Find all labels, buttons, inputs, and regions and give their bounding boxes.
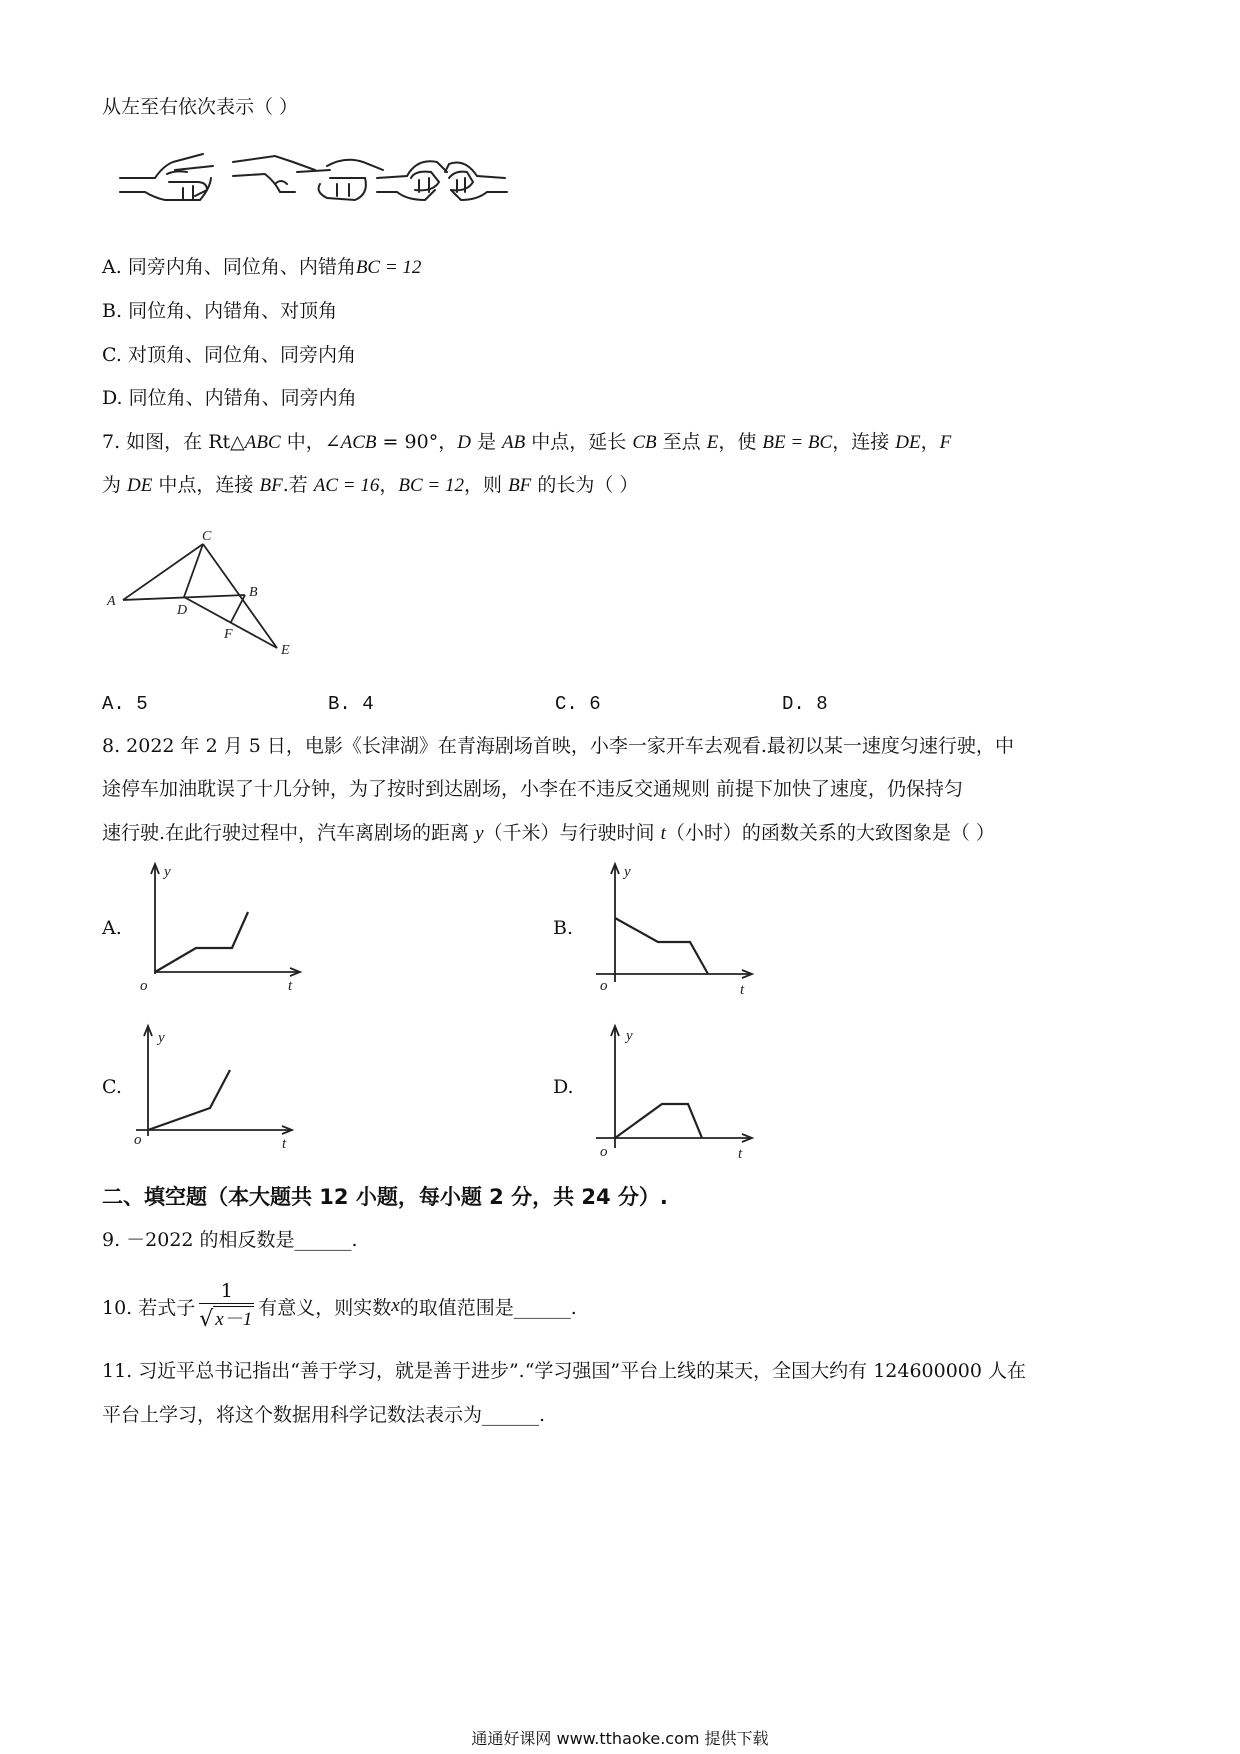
point-label-c: C [202,529,212,544]
x-axis-label: t [740,982,745,998]
segment-cd [184,544,203,597]
text-run: .若 [282,474,314,496]
q9-text: 9. －2022 的相反数是______. [102,1229,358,1251]
section-2-heading: 二、填空题（本大题共 12 小题，每小题 2 分，共 24 分）. [102,1185,668,1209]
graph-a [140,858,310,998]
fraction [199,1279,254,1333]
text-run: 至点 [656,431,707,453]
radicand: x－1 [213,1306,254,1333]
point-label-a: A [107,594,116,609]
math-run: F [939,432,952,453]
y-axis-label: y [624,864,631,880]
graph-b-label: B. [553,917,574,939]
graph-b-curve [615,918,708,974]
option-value: 8 [816,693,828,715]
option-value: 4 [362,693,374,715]
option-value: 5 [136,693,148,715]
text-run: = 90°， [376,431,458,453]
origin-label: o [134,1132,142,1148]
fraction-denominator [199,1303,254,1333]
q11-line2: 平台上学习，将这个数据用科学记数法表示为______. [102,1404,546,1426]
text-run: 的长为（ ） [531,474,639,496]
math-run: x [391,1295,400,1316]
graph-c-label: C. [102,1076,122,1098]
text-run: ， [379,474,399,496]
text-run: ，连接 [832,431,896,453]
text-run: 中点，连接 [152,474,260,496]
q8-line2: 途停车加油耽误了十几分钟，为了按时到达剧场，小李在不违反交通规则 前提下加快了速度，仍保持匀 [102,778,964,800]
triangle-figure [105,522,305,662]
math-run: AC = 16 [313,475,380,496]
graph-d-curve [615,1104,702,1138]
graph-c-curve [148,1070,230,1130]
option-text: 同位角、内错角、同旁内角 [128,387,357,409]
option-label: A. [102,256,122,278]
math-run: AB [502,432,526,453]
math-run: DE [127,475,153,496]
text-run: 为 [102,474,128,496]
origin-label: o [600,1144,608,1160]
option-label: A. [102,693,125,715]
point-label-d: D [177,603,188,618]
q7-option-b [328,689,374,719]
q10-prefix: 10. 若式子 [102,1296,196,1319]
q7-option-a [102,689,148,719]
q10-line [102,1276,577,1336]
point-label-e: E [281,643,290,658]
option-label: C. [102,344,122,366]
origin-label: o [140,978,148,994]
y-axis-label: y [626,1028,633,1044]
math-run: CB [632,432,657,453]
math-run: BF [259,475,283,496]
option-label: B. [102,300,123,322]
text-run: 是 [470,431,503,453]
option-label: D. [102,387,123,409]
q7-option-c [555,689,601,719]
y-axis-label: y [164,864,171,880]
graph-d-label: D. [553,1076,574,1098]
q7-option-d [782,689,828,719]
text-run: ，使 [718,431,763,453]
q7-line1 [102,427,951,458]
point-label-f: F [224,627,233,642]
math-run: BF [508,475,532,496]
option-label: C. [555,693,578,715]
text-run: （小时）的函数关系的大致图象是（ ） [665,822,995,844]
x-axis-label: t [738,1146,743,1162]
segment-ac [123,544,203,600]
text-run: （千米）与行驶时间 [483,822,661,844]
math-run: BC = 12 [398,475,465,496]
y-axis-label: y [158,1030,165,1046]
text-run: 7. 如图，在 Rt△ [102,431,245,453]
option-value: 6 [589,693,601,715]
origin-label: o [600,978,608,994]
text-run: 有意义，则实数 [258,1296,392,1319]
text-run: 中点，延长 [525,431,633,453]
option-text: 对顶角、同位角、同旁内角 [127,344,356,366]
q8-line1: 8. 2022 年 2 月 5 日，电影《长津湖》在青海剧场首映，小李一家开车去观看.最初以某一速度匀速行驶，中 [102,735,1014,757]
option-extra: BC = 12 [355,257,422,278]
q8-line3 [102,818,995,849]
math-run: t [660,823,666,844]
graph-c [130,1022,305,1162]
graph-a-curve [155,912,248,972]
option-text: 同位角、内错角、对顶角 [128,300,338,322]
option-label: D. [782,693,805,715]
q11-line1: 11. 习近平总书记指出“善于学习，就是善于进步”.“学习强国”平台上线的某天，全国大约有 124600000 人在 [102,1360,1027,1382]
q6-option-d [102,383,357,413]
hand-gestures-figure [115,148,515,216]
q7-line2 [102,470,638,501]
graph-d [590,1022,765,1164]
math-run: BE = BC [762,432,833,453]
math-run: D [457,432,471,453]
q6-option-a [102,252,421,283]
segment-bf [231,595,245,622]
point-label-b: B [249,585,258,600]
math-run: E [706,432,719,453]
text-run: ， [920,431,940,453]
graph-a-label: A. [102,917,122,939]
x-axis-label: t [288,978,293,994]
sqrt-icon: √ [199,1307,214,1332]
text-run: 中，∠ [280,431,341,453]
q6-stem: 从左至右依次表示（ ） [102,96,299,118]
q6-option-b [102,296,337,326]
q6-option-c [102,340,356,370]
math-run: DE [895,432,921,453]
graph-b [590,858,765,1000]
text-run: 的取值范围是______. [399,1296,577,1319]
math-run: ABC [244,432,281,453]
math-run: y [475,823,484,844]
math-run: ACB [340,432,377,453]
text-run: 速行驶.在此行驶过程中，汽车离剧场的距离 [102,822,476,844]
option-text: 同旁内角、同位角、内错角 [127,256,356,278]
footer-text: 通通好课网 www.tthaoke.com 提供下载 [471,1729,769,1748]
fraction-numerator: 1 [220,1280,233,1302]
option-label: B. [328,693,351,715]
text-run: ，则 [464,474,509,496]
x-axis-label: t [282,1136,287,1152]
